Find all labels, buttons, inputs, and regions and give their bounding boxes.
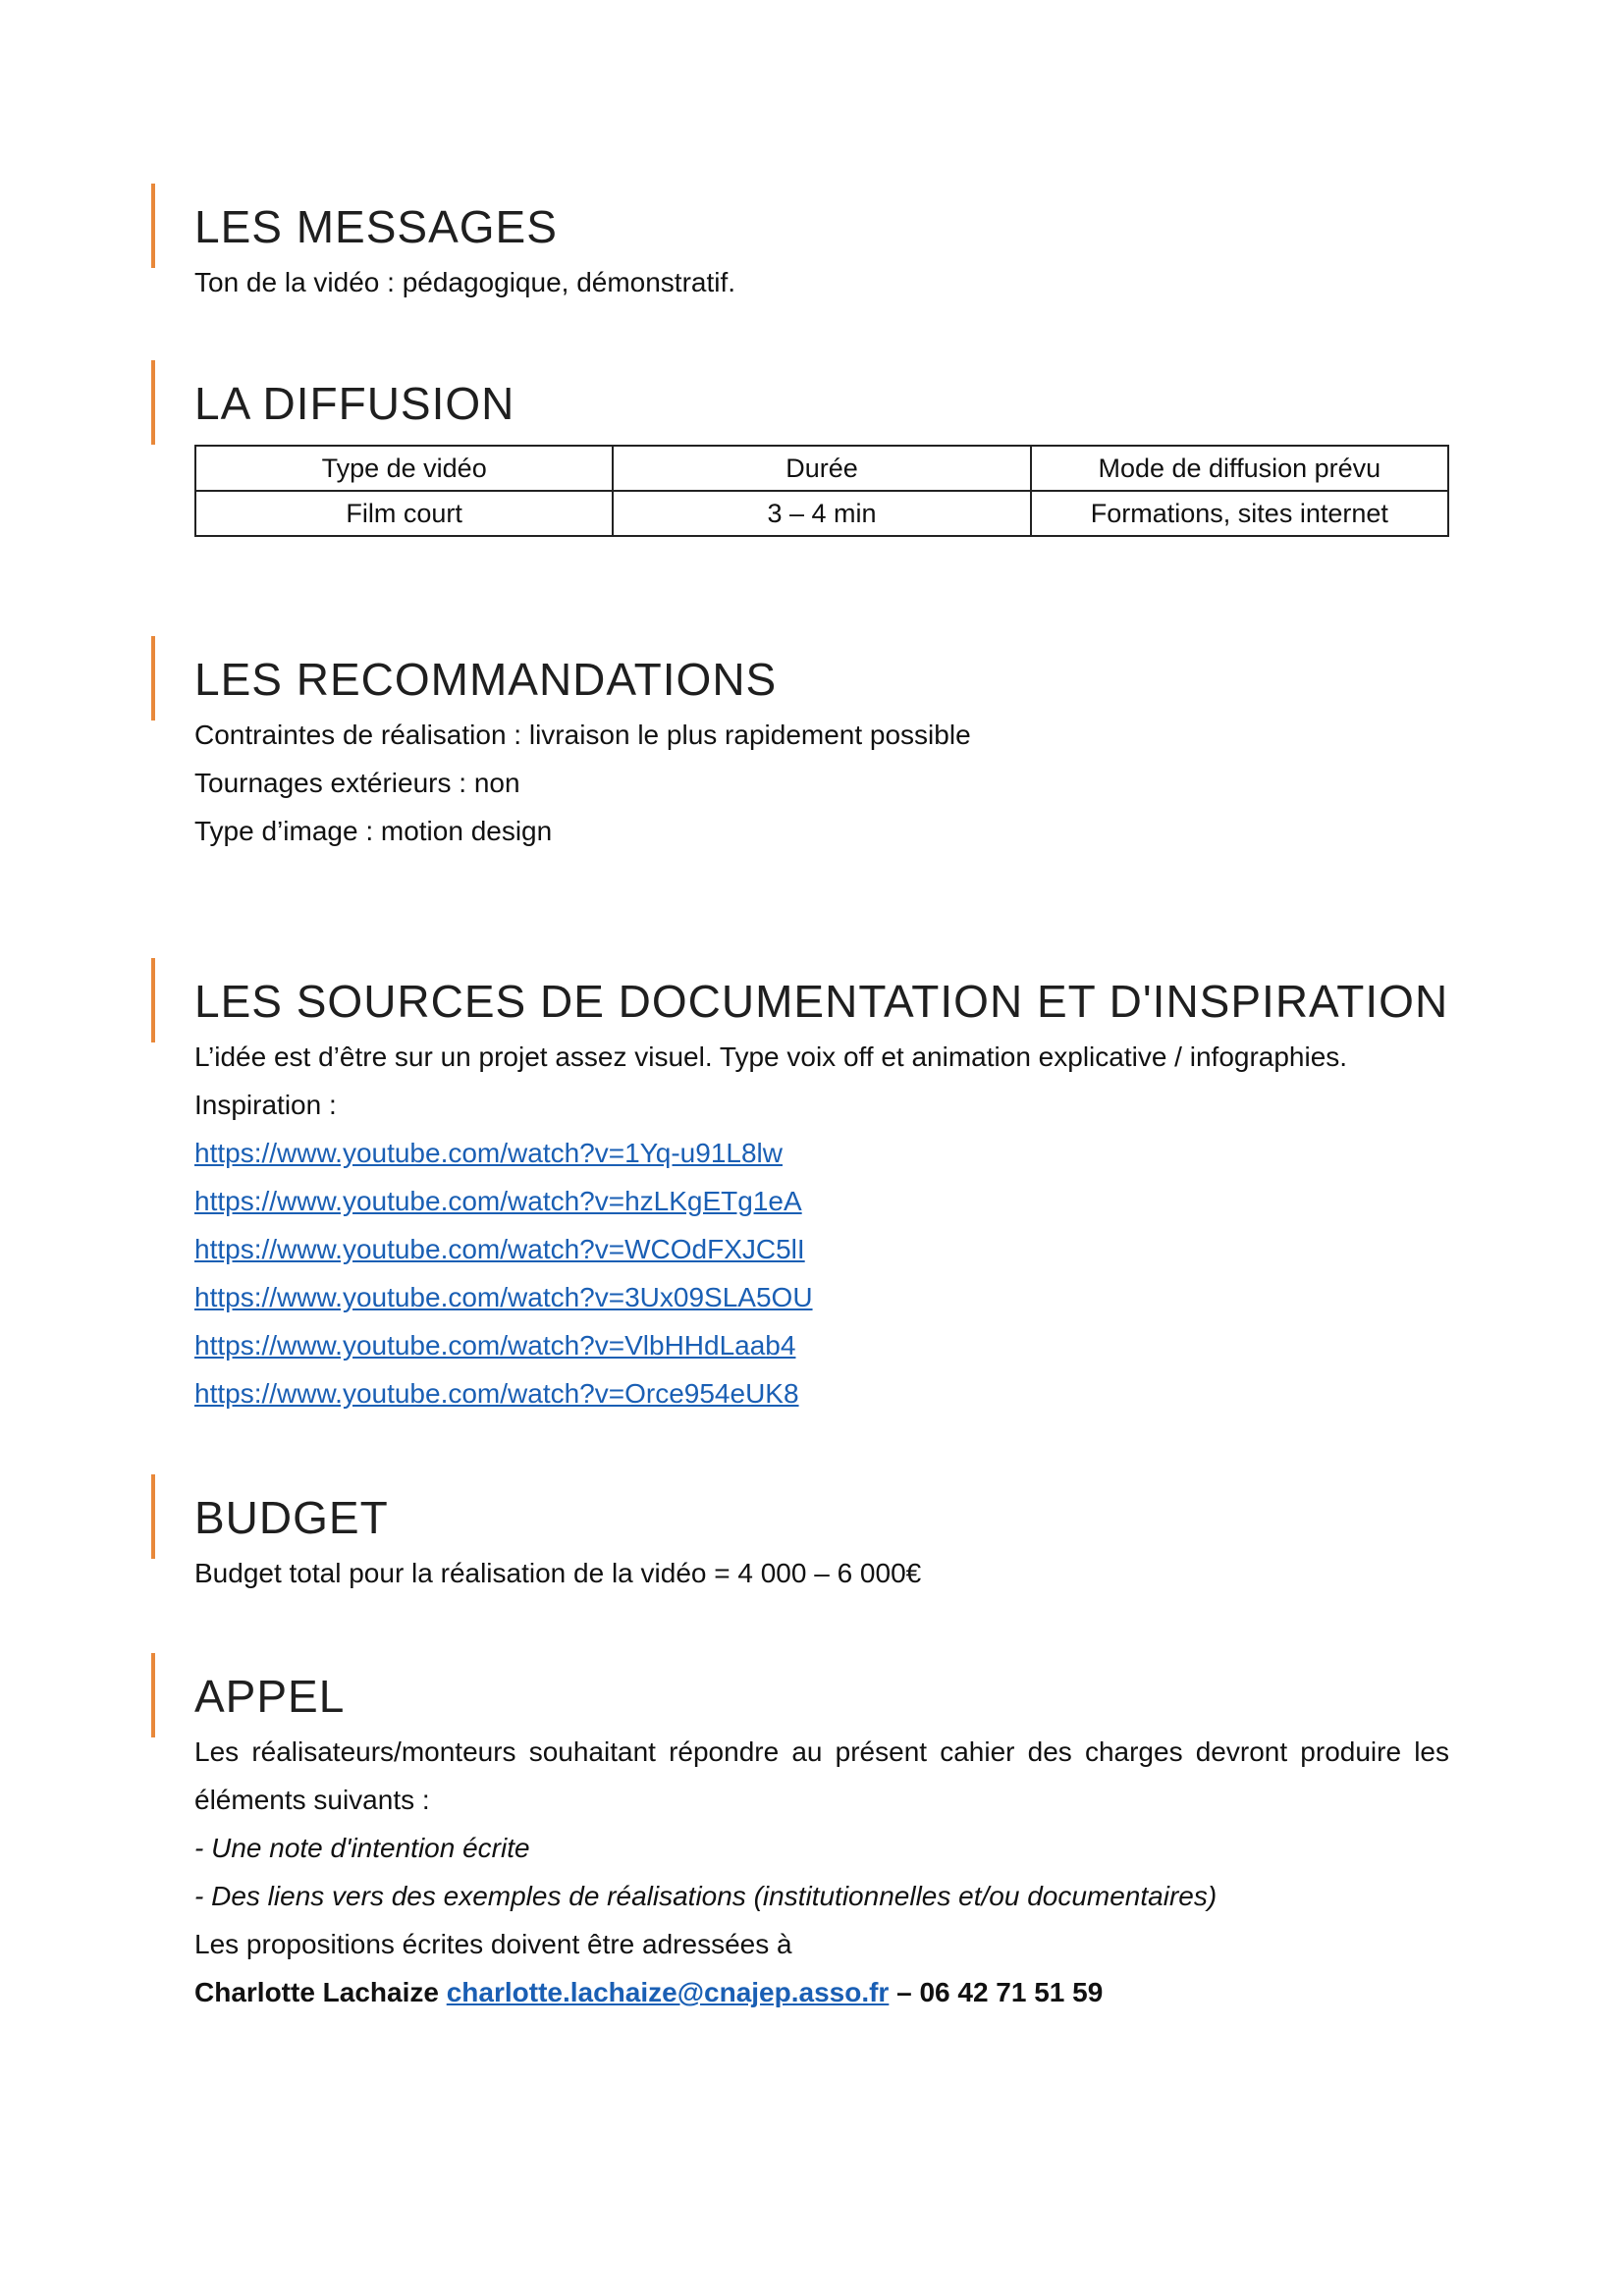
address-line: Les propositions écrites doivent être adressées à bbox=[194, 1929, 792, 1959]
table-header-row bbox=[195, 446, 1448, 491]
section-title: LES RECOMMANDATIONS bbox=[194, 654, 778, 705]
contact-phone: – 06 42 71 51 59 bbox=[896, 1977, 1104, 2007]
section-title: LES MESSAGES bbox=[194, 201, 558, 252]
sources-intro: L’idée est d’être sur un projet assez visuel. Type voix off et animation explicative / infographies. bbox=[194, 1041, 1348, 1072]
budget-line: Budget total pour la réalisation de la vidéo = 4 000 – 6 000€ bbox=[194, 1558, 922, 1588]
appel-item: - Des liens vers des exemples de réalisations (institutionnelles et/ou documentaires) bbox=[194, 1881, 1218, 1911]
contact-line bbox=[194, 1968, 1449, 2016]
inspiration-link-item bbox=[194, 1273, 1449, 1321]
section-messages bbox=[194, 199, 1449, 306]
section-budget bbox=[194, 1490, 1449, 1597]
table-cell: 3 – 4 min bbox=[613, 491, 1030, 536]
section-title: APPEL bbox=[194, 1671, 346, 1722]
table-cell: Film court bbox=[195, 491, 613, 536]
table-row bbox=[195, 491, 1448, 536]
section-accent-bar bbox=[151, 636, 155, 721]
section-diffusion bbox=[194, 376, 1449, 537]
table-header-cell: Durée bbox=[613, 446, 1030, 491]
inspiration-link[interactable]: https://www.youtube.com/watch?v=hzLKgETg1eA bbox=[194, 1186, 802, 1216]
table-header-cell: Type de vidéo bbox=[195, 446, 613, 491]
section-title: LA DIFFUSION bbox=[194, 378, 515, 429]
inspiration-link-item bbox=[194, 1321, 1449, 1369]
table-header-cell: Mode de diffusion prévu bbox=[1031, 446, 1448, 491]
inspiration-link[interactable]: https://www.youtube.com/watch?v=Orce954eUK8 bbox=[194, 1378, 799, 1409]
section-accent-bar bbox=[151, 1653, 155, 1737]
section-appel bbox=[194, 1669, 1449, 2016]
section-title: LES SOURCES DE DOCUMENTATION ET D'INSPIRATION bbox=[194, 976, 1449, 1027]
appel-paragraph: Les réalisateurs/monteurs souhaitant répondre au présent cahier des charges devront produire les éléments suivants : bbox=[194, 1736, 1449, 1815]
inspiration-link[interactable]: https://www.youtube.com/watch?v=3Ux09SLA5OU bbox=[194, 1282, 813, 1312]
contact-email-link[interactable]: charlotte.lachaize@cnajep.asso.fr bbox=[446, 1977, 890, 2007]
table-cell: Formations, sites internet bbox=[1031, 491, 1448, 536]
recommandation-line: Contraintes de réalisation : livraison le plus rapidement possible bbox=[194, 720, 971, 750]
inspiration-link[interactable]: https://www.youtube.com/watch?v=WCOdFXJC5lI bbox=[194, 1234, 805, 1264]
recommandation-line: Type d’image : motion design bbox=[194, 816, 553, 846]
section-recommandations bbox=[194, 652, 1449, 855]
inspiration-label: Inspiration : bbox=[194, 1090, 337, 1120]
section-sources bbox=[194, 974, 1449, 1417]
contact-name: Charlotte Lachaize bbox=[194, 1977, 439, 2007]
inspiration-link[interactable]: https://www.youtube.com/watch?v=VlbHHdLaab4 bbox=[194, 1330, 796, 1361]
messages-line: Ton de la vidéo : pédagogique, démonstratif. bbox=[194, 267, 736, 297]
appel-item: - Une note d'intention écrite bbox=[194, 1833, 530, 1863]
inspiration-link-item bbox=[194, 1225, 1449, 1273]
section-title: BUDGET bbox=[194, 1492, 389, 1543]
diffusion-table bbox=[194, 445, 1449, 537]
recommandation-line: Tournages extérieurs : non bbox=[194, 768, 520, 798]
section-accent-bar bbox=[151, 360, 155, 445]
inspiration-link-item bbox=[194, 1129, 1449, 1177]
section-accent-bar bbox=[151, 958, 155, 1042]
section-accent-bar bbox=[151, 184, 155, 268]
section-accent-bar bbox=[151, 1474, 155, 1559]
inspiration-link[interactable]: https://www.youtube.com/watch?v=1Yq-u91L8lw bbox=[194, 1138, 783, 1168]
inspiration-link-item bbox=[194, 1177, 1449, 1225]
inspiration-link-item bbox=[194, 1369, 1449, 1417]
